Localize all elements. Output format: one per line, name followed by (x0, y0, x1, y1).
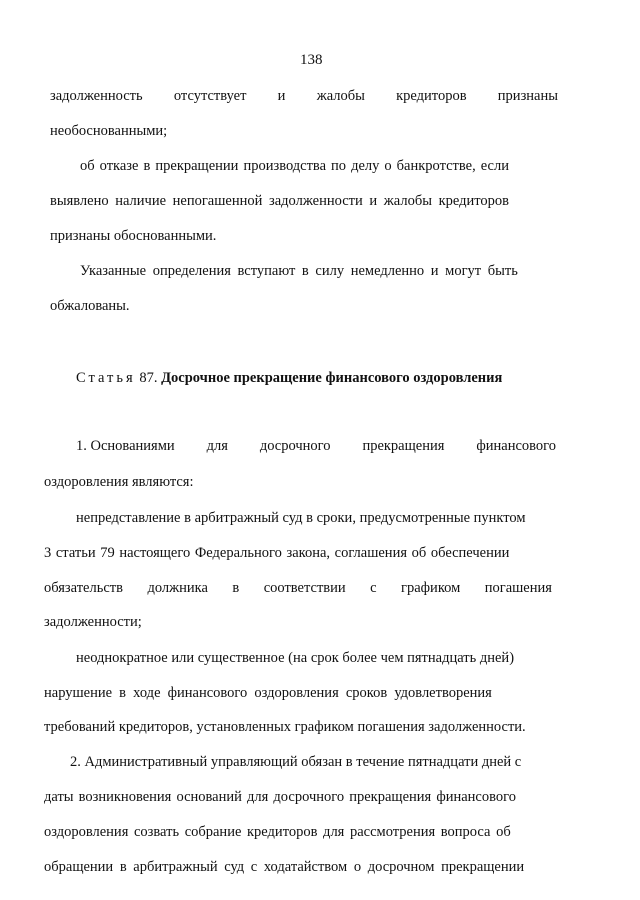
article-prefix: Статья (76, 370, 136, 386)
word: прекращения (362, 438, 445, 454)
word: жалобы (316, 88, 365, 104)
word: должника (147, 580, 208, 596)
text-line: требований кредиторов, установленных графиком погашения задолженности. (44, 719, 526, 735)
text-line (50, 88, 558, 105)
word: с (370, 580, 377, 596)
text-line: оздоровления созвать собрание кредиторов для рассмотрения вопроса об (44, 824, 511, 840)
text-line: 3 статьи 79 настоящего Федерального закона, соглашения об обеспечении (44, 545, 510, 561)
text-line (76, 438, 556, 455)
word: соответствии (263, 580, 346, 596)
word: признаны (497, 88, 558, 104)
text-line (44, 580, 552, 597)
text-line: обращении в арбитражный суд с ходатайством о досрочном прекращении (44, 859, 525, 875)
word: задолженность (50, 88, 143, 104)
word: в (232, 580, 240, 596)
word: графиком (401, 580, 461, 596)
text-line: неоднократное или существенное (на срок более чем пятнадцать дней) (76, 650, 515, 666)
word: досрочного (259, 438, 331, 454)
text-line: нарушение в ходе финансового оздоровления сроков удовлетворения (44, 685, 492, 701)
text-line: необоснованными; (50, 123, 168, 139)
text-line: непредставление в арбитражный суд в сроки, предусмотренные пунктом (76, 510, 526, 526)
word: погашения (484, 580, 552, 596)
text-line: обжалованы. (50, 298, 130, 314)
word: обязательств (44, 580, 123, 596)
text-line: Указанные определения вступают в силу немедленно и могут быть (80, 263, 518, 279)
word: финансового (476, 438, 556, 454)
text-line: 2. Административный управляющий обязан в течение пятнадцати дней с (70, 754, 522, 770)
text-line: об отказе в прекращении производства по делу о банкротстве, если (80, 158, 509, 174)
text-line: оздоровления являются: (44, 474, 194, 490)
text-line: выявлено наличие непогашенной задолженности и жалобы кредиторов (50, 193, 509, 209)
text-line: признаны обоснованными. (50, 228, 217, 244)
word: для (206, 438, 228, 454)
article-heading (76, 370, 502, 387)
text-line: задолженности; (44, 614, 142, 630)
page-number: 138 (300, 52, 323, 68)
word: кредиторов (396, 88, 467, 104)
word: 1. Основаниями (76, 438, 175, 454)
article-title: Досрочное прекращение финансового оздоровления (161, 370, 503, 386)
text-line: даты возникновения оснований для досрочного прекращения финансового (44, 789, 516, 805)
article-number: 87. (139, 370, 158, 386)
word: отсутствует (173, 88, 247, 104)
word: и (277, 88, 286, 104)
